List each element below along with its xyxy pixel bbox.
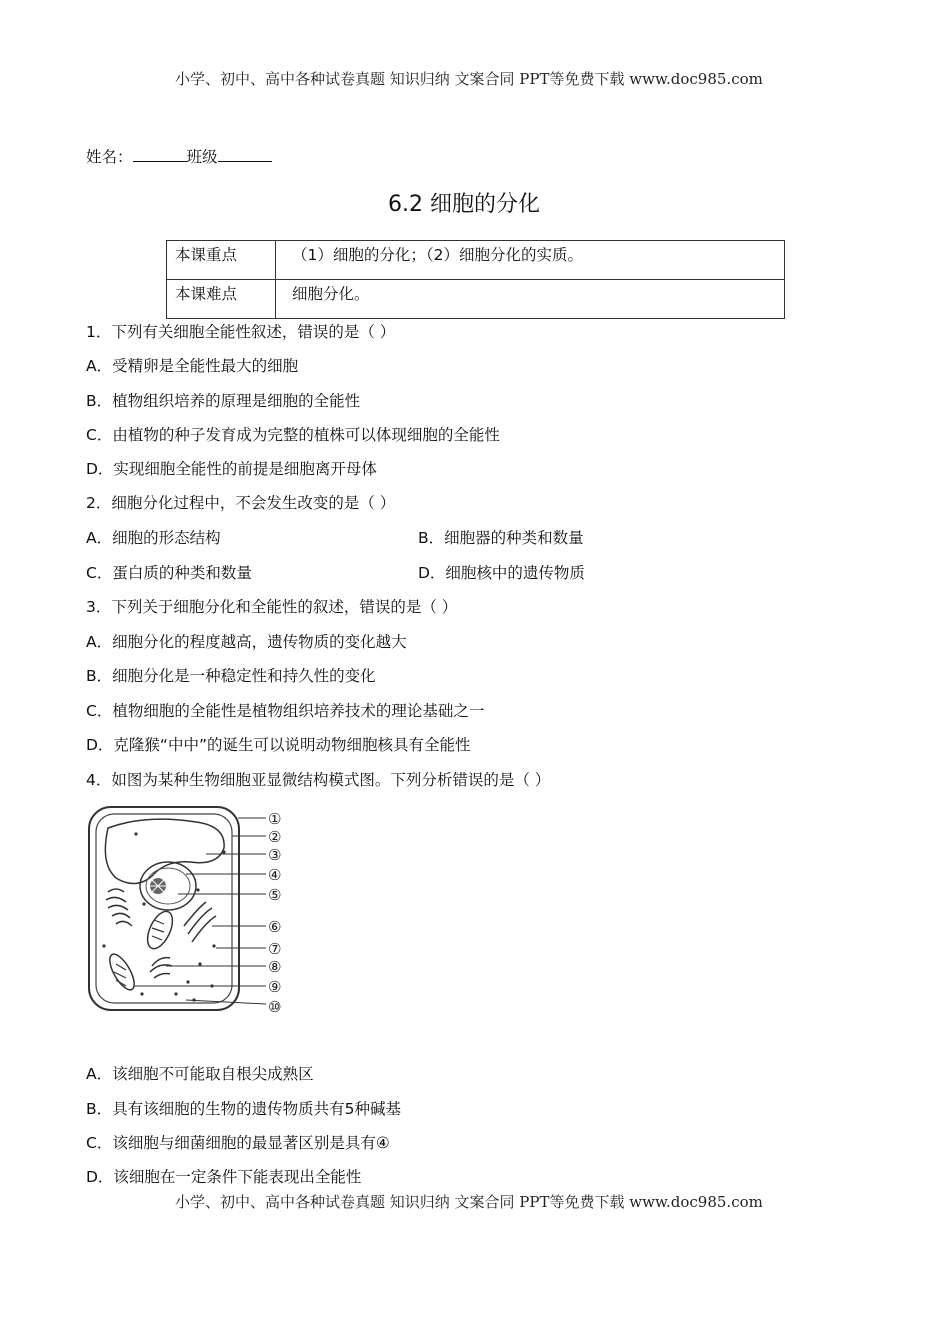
table-row [167,241,785,280]
question-4-option-d[interactable]: D．该细胞在一定条件下能表现出全能性 [86,1168,362,1186]
question-1-option-a[interactable]: A．受精卵是全能性最大的细胞 [86,357,299,375]
cell-wall [89,807,239,1010]
question-2-option-d[interactable]: D．细胞核中的遗传物质 [418,564,585,582]
class-label: 班级 [186,148,218,166]
diagram-label: ⑧ [268,958,282,976]
diagram-label: ② [268,828,282,846]
question-3-stem: 3．下列关于细胞分化和全能性的叙述，错误的是（ ） [86,598,458,616]
question-1-option-d[interactable]: D．实现细胞全能性的前提是细胞离开母体 [86,460,377,478]
page-title: 6.2 细胞的分化 [388,192,540,217]
question-1-option-c[interactable]: C．由植物的种子发育成为完整的植株可以体现细胞的全能性 [86,426,500,444]
endoplasmic-reticulum [106,889,132,926]
diagram-label: ④ [268,866,282,884]
focus-key: 本课重点 [167,241,276,280]
question-2-option-b[interactable]: B．细胞器的种类和数量 [418,529,584,547]
table-row [167,280,785,319]
question-2-option-a[interactable]: A．细胞的形态结构 [86,529,221,547]
page-footer: 小学、初中、高中各种试卷真题 知识归纳 文案合同 PPT等免费下载 www.doc985.com [175,1193,763,1211]
difficulty-value: 细胞分化。 [276,280,785,319]
thylakoids [114,964,126,986]
golgi-small [150,958,172,978]
question-1-option-b[interactable]: B．植物组织培养的原理是细胞的全能性 [86,392,361,410]
question-2-option-c[interactable]: C．蛋白质的种类和数量 [86,564,252,582]
page-header: 小学、初中、高中各种试卷真题 知识归纳 文案合同 PPT等免费下载 www.doc985.com [175,70,763,88]
diagram-label: ① [268,810,282,828]
question-1-stem: 1．下列有关细胞全能性叙述，错误的是（ ） [86,323,396,341]
question-4-stem: 4．如图为某种生物细胞亚显微结构模式图。下列分析错误的是（ ） [86,771,551,789]
question-3-option-d[interactable]: D．克隆猴“中中”的诞生可以说明动物细胞核具有全能性 [86,736,471,754]
diagram-label: ⑤ [268,886,282,904]
question-3-option-a[interactable]: A．细胞分化的程度越高，遗传物质的变化越大 [86,633,407,651]
nucleus [140,862,196,910]
name-blank[interactable] [133,145,187,162]
chloroplast [105,951,139,994]
cristae [152,920,164,940]
difficulty-key: 本课难点 [167,280,276,319]
question-4-option-c[interactable]: C．该细胞与细菌细胞的最显著区别是具有④ [86,1134,390,1152]
ribosomes [102,832,225,1001]
diagram-label: ⑥ [268,918,282,936]
diagram-label: ⑨ [268,978,282,996]
leader-lines [134,818,266,1004]
diagram-labels [268,810,281,1016]
mitochondrion [142,908,177,953]
question-3-option-c[interactable]: C．植物细胞的全能性是植物组织培养技术的理论基础之一 [86,702,485,720]
question-4-option-a[interactable]: A．该细胞不可能取自根尖成熟区 [86,1065,314,1083]
name-label: 姓名： [86,148,133,166]
question-2-stem: 2．细胞分化过程中，不会发生改变的是（ ） [86,494,396,512]
diagram-label: ③ [268,846,282,864]
question-3-option-b[interactable]: B．细胞分化是一种稳定性和持久性的变化 [86,667,376,685]
diagram-label: ⑦ [268,940,282,958]
focus-value: （1）细胞的分化；（2）细胞分化的实质。 [276,241,785,280]
plant-cell-diagram [86,804,296,1026]
diagram-label: ⑩ [268,998,282,1016]
golgi-apparatus [184,902,216,942]
student-info [86,145,272,167]
class-blank[interactable] [218,145,272,162]
question-4-option-b[interactable]: B．具有该细胞的生物的遗传物质共有5种碱基 [86,1100,401,1118]
lesson-focus-table [166,240,785,319]
